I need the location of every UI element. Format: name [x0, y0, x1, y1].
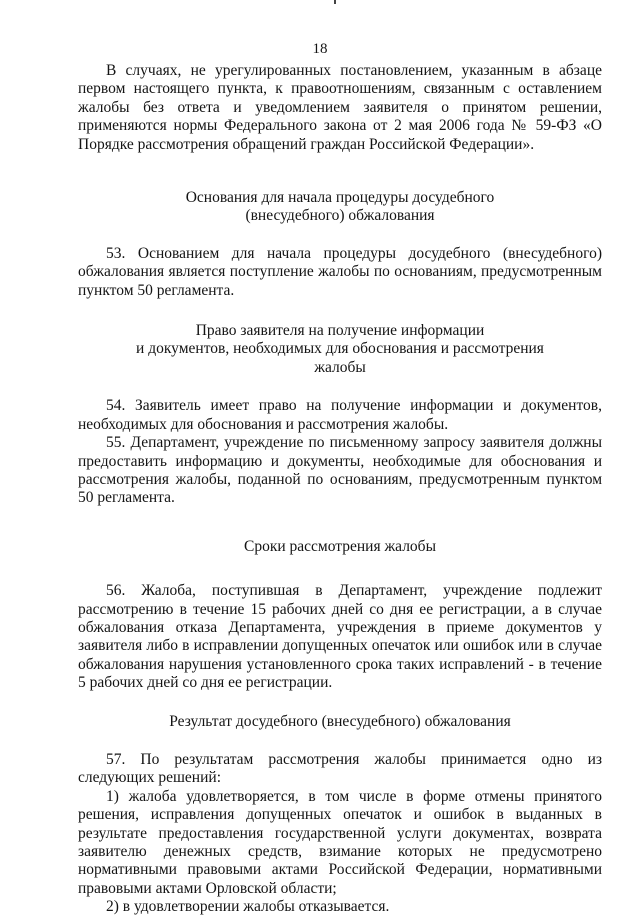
list-item-2: 2) в удовлетворении жалобы отказывается. [106, 898, 390, 916]
section-heading-rights [78, 322, 602, 377]
section-heading-result [78, 713, 602, 731]
paragraph-53: 53. Основанием для начала процедуры досудебного (внесудебного) обжалования является поступление жалобы по основаниям, предусмотренным пунктом 50 регламента. [78, 244, 602, 299]
document-body [78, 62, 602, 917]
paragraph-55: 55. Департамент, учреждение по письменному запросу заявителя должны предоставить информацию и документы, необходимые для обоснования и рассмотрения жалобы, поданной по основаниям, предусмотренным пунктом 50 регламента. [78, 434, 602, 507]
heading-line: и документов, необходимых для обоснования и рассмотрения [136, 340, 544, 358]
heading-line: (внесудебного) обжалования [245, 207, 435, 225]
section-heading-grounds [78, 189, 602, 226]
page-number: 18 [312, 41, 328, 57]
heading-line: Результат досудебного (внесудебного) обжалования [169, 712, 511, 730]
scan-speck [334, 0, 336, 4]
list-item-1: 1) жалоба удовлетворяется, в том числе в форме отмены принятого решения, исправления допущенных опечаток и ошибок в выданных в результате предоставления государственной услуги документах, возврата заявителю денежных средств, взимание которых не предусмотрено нормативными правовыми актами Российской Федерации, нормативными правовыми актами Орловской области; [78, 787, 602, 897]
paragraph-56: 56. Жалоба, поступившая в Департамент, учреждение подлежит рассмотрению в течение 15 рабочих дней со дня ее регистрации, а в случае обжалования отказа Департамента, учреждения в приеме документов у заявителя либо в исправлении допущенных опечаток или ошибок или в случае обжалования нарушения установленного срока таких исправлений - в течение 5 рабочих дней со дня ее регистрации. [78, 582, 602, 692]
intro-paragraph: В случаях, не урегулированных постановлением, указанным в абзаце первом настоящего пункта, к правоотношениям, связанным с оставлением жалобы без ответа и уведомлением заявителя о принятом решении, применяются нормы Федерального закона от 2 мая 2006 года № 59-ФЗ «О Порядке рассмотрения обращений граждан Российской Федерации». [78, 62, 602, 153]
paragraph-54: 54. Заявитель имеет право на получение информации и документов, необходимых для обоснования и рассмотрения жалобы. [78, 397, 602, 433]
heading-line: Основания для начала процедуры досудебного [185, 189, 495, 207]
heading-line: жалобы [314, 358, 366, 376]
heading-line: Сроки рассмотрения жалобы [244, 537, 436, 555]
paragraph-57: 57. По результатам рассмотрения жалобы принимается одно из следующих решений: [78, 750, 602, 787]
section-heading-terms [78, 538, 602, 556]
heading-line: Право заявителя на получение информации [195, 322, 485, 340]
